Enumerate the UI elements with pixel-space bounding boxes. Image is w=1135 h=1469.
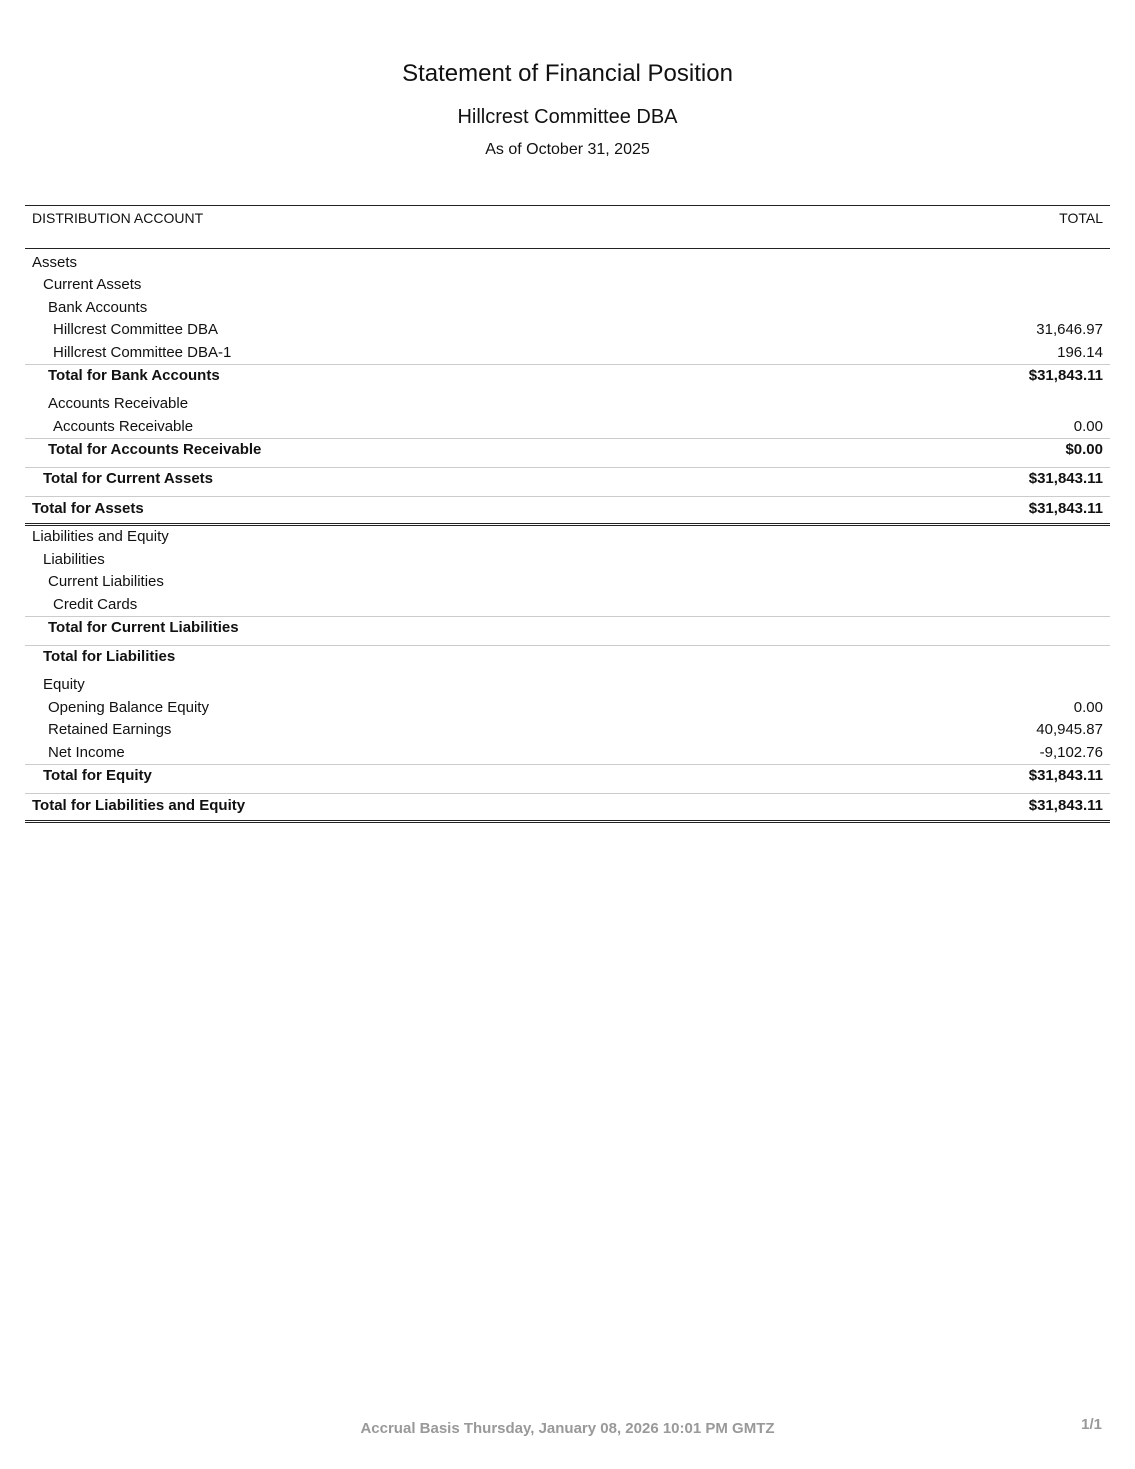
- row-amount: $31,843.11: [1028, 796, 1103, 814]
- row-label: Total for Accounts Receivable: [48, 441, 262, 458]
- total-row: [25, 467, 1110, 490]
- row-label: Liabilities: [43, 550, 105, 568]
- column-header-total: TOTAL: [1059, 210, 1103, 226]
- grand-total-row: [25, 496, 1110, 520]
- table-row: [25, 571, 1110, 594]
- row-label: Total for Equity: [43, 767, 152, 784]
- table-header: [25, 205, 1110, 249]
- grand-total-row: [25, 793, 1110, 817]
- table-row: [25, 251, 1110, 274]
- row-amount: 0.00: [1073, 417, 1103, 435]
- row-label: Total for Liabilities and Equity: [32, 796, 246, 814]
- row-amount: $31,843.11: [1028, 499, 1103, 517]
- double-rule: [25, 817, 1110, 823]
- row-label: Total for Current Liabilities: [48, 619, 239, 636]
- total-row: [25, 645, 1110, 668]
- table-row: [25, 274, 1110, 297]
- report-date: As of October 31, 2025: [485, 141, 650, 158]
- table-row: [25, 341, 1110, 364]
- table-row: [25, 415, 1110, 438]
- table-row: [25, 741, 1110, 764]
- row-label: Hillcrest Committee DBA: [53, 321, 219, 339]
- row-label: Equity: [43, 676, 85, 694]
- row-label: Liabilities and Equity: [32, 528, 169, 546]
- total-row: [25, 438, 1110, 461]
- column-header-account: DISTRIBUTION ACCOUNT: [32, 210, 204, 226]
- row-label: Hillcrest Committee DBA-1: [53, 343, 232, 361]
- table-row: [25, 548, 1110, 571]
- table-row: [25, 719, 1110, 742]
- row-label: Accounts Receivable: [48, 395, 189, 413]
- row-amount: 31,646.97: [1036, 321, 1103, 339]
- row-amount: $31,843.11: [1028, 767, 1103, 784]
- table-row: [25, 319, 1110, 342]
- row-label: Current Assets: [43, 276, 142, 294]
- row-label: Total for Liabilities: [43, 648, 176, 665]
- total-row: [25, 764, 1110, 787]
- row-amount: 0.00: [1073, 698, 1103, 716]
- row-amount: 40,945.87: [1036, 721, 1103, 739]
- financial-table: [25, 205, 1110, 823]
- row-label: Total for Current Assets: [43, 470, 214, 487]
- row-label: Total for Bank Accounts: [48, 367, 220, 384]
- total-row: [25, 364, 1110, 387]
- total-row: [25, 616, 1110, 639]
- row-amount: $31,843.11: [1028, 470, 1103, 487]
- row-label: Bank Accounts: [48, 298, 148, 316]
- row-label: Credit Cards: [53, 595, 138, 613]
- row-amount: $31,843.11: [1028, 367, 1103, 384]
- row-label: Accounts Receivable: [53, 417, 194, 435]
- table-row: [25, 696, 1110, 719]
- row-label: Retained Earnings: [48, 721, 172, 739]
- report-title: Statement of Financial Position: [402, 60, 733, 87]
- page-number: 1/1: [1081, 1416, 1102, 1433]
- row-amount: -9,102.76: [1039, 743, 1103, 761]
- row-amount: $0.00: [1065, 441, 1103, 458]
- row-label: Opening Balance Equity: [48, 698, 209, 716]
- table-row: [25, 526, 1110, 549]
- row-label: Total for Assets: [32, 499, 144, 517]
- row-amount: 196.14: [1057, 343, 1103, 361]
- table-row: [25, 296, 1110, 319]
- table-row: [25, 593, 1110, 616]
- row-label: Assets: [32, 253, 78, 271]
- row-label: Current Liabilities: [48, 573, 164, 591]
- report-footer: Accrual Basis Thursday, January 08, 2026 10:01 PM GMTZ: [360, 1420, 775, 1437]
- table-row: [25, 393, 1110, 416]
- row-label: Net Income: [48, 743, 125, 761]
- table-row: [25, 674, 1110, 697]
- company-name: Hillcrest Committee DBA: [457, 106, 678, 128]
